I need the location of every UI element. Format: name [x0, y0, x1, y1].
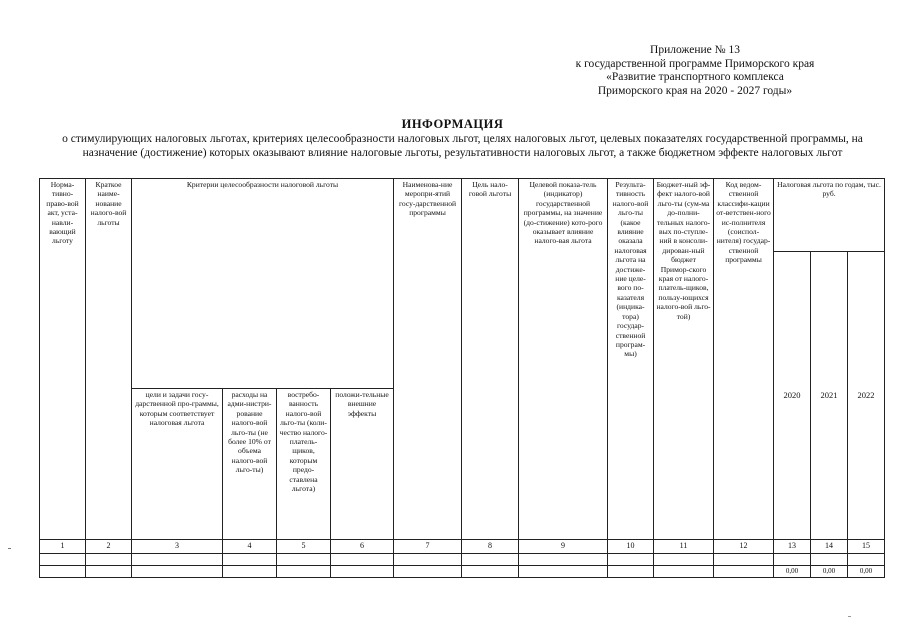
- empty-cell: [394, 554, 462, 566]
- empty-cell: [654, 566, 714, 578]
- header-years-group: Налоговая льгота по годам, тыс. руб.: [774, 179, 885, 252]
- column-number: 15: [848, 540, 885, 554]
- header-external-effects: положи-тельные внешние эффекты: [331, 389, 394, 540]
- empty-cell: [608, 554, 654, 566]
- header-program-activities: Наименова-ние меропри-ятий госу-дарственной программы: [394, 179, 462, 540]
- column-number: 9: [519, 540, 608, 554]
- empty-cell: [714, 566, 774, 578]
- column-number: 6: [331, 540, 394, 554]
- column-number: 4: [223, 540, 277, 554]
- column-number: 1: [40, 540, 86, 554]
- empty-cell: [714, 554, 774, 566]
- header-demand: востребо-ванность налого-вой льго-ты (коли-чество налого-платель-щиков, которым предо-ставлена льгота): [277, 389, 331, 540]
- empty-cell: [654, 554, 714, 566]
- column-number: 13: [774, 540, 811, 554]
- empty-cell: [277, 566, 331, 578]
- header-benefit-name: Краткое наиме-нование налого-вой льготы: [86, 179, 132, 540]
- column-number: 11: [654, 540, 714, 554]
- empty-cell: [848, 554, 885, 566]
- empty-cell: [86, 554, 132, 566]
- header-year-2022: 2022: [848, 252, 885, 540]
- empty-cell: [223, 554, 277, 566]
- empty-cell: [608, 566, 654, 578]
- header-budget-effect: Бюджет-ный эф-фект налого-вой льго-ты (сум-ма до-полни-тельных налого-вых по-ступле-ний в консоли-дирован-ный бюджет Примор-ского края от налого-платель-щиков, пользу-ющихся налого-вой льго-той): [654, 179, 714, 540]
- header-normative-act: Норма-тивно-право-вой акт, уста-навли-вающий льготу: [40, 179, 86, 540]
- appendix-number: Приложение № 13: [650, 44, 740, 56]
- data-row-empty: [40, 554, 885, 566]
- value-2022: 0,00: [848, 566, 885, 578]
- appendix-header: [530, 44, 860, 98]
- tax-benefits-table: [39, 178, 885, 578]
- header-goals-tasks: цели и задачи госу-дарственной про-граммы, которым соответствует налоговая льгота: [132, 389, 223, 540]
- column-number: 10: [608, 540, 654, 554]
- header-criteria-group: Критерии целесообразности налоговой льготы: [132, 179, 394, 389]
- empty-cell: [132, 554, 223, 566]
- column-number: 7: [394, 540, 462, 554]
- empty-cell: [277, 554, 331, 566]
- column-number-row: [40, 540, 885, 554]
- column-number: 12: [714, 540, 774, 554]
- column-number: 3: [132, 540, 223, 554]
- appendix-program-years: Приморского края на 2020 - 2027 годы»: [597, 84, 793, 97]
- header-row-1: [40, 179, 885, 252]
- column-number: 2: [86, 540, 132, 554]
- empty-cell: [331, 554, 394, 566]
- header-effectiveness: Результа-тивность налого-вой льго-ты (какое влияние оказала налоговая льгота на достиже-ние целе-вого по-казателя (индика-тора) государ-ственной програм-мы): [608, 179, 654, 540]
- document-title: ИНФОРМАЦИЯ: [401, 117, 504, 131]
- column-number: 8: [462, 540, 519, 554]
- header-year-2021: 2021: [811, 252, 848, 540]
- document-subtitle: о стимулирующих налоговых льготах, критериях целесообразности налоговых льгот, целях налоговых льгот, целевых показателях государственной программы, на назначение (достижение) которых оказывают влияние налоговые льготы, результативности налоговых льгот, а также бюджетном эффекте налоговых льгот: [62, 133, 863, 159]
- scan-mark: [848, 616, 851, 617]
- value-2020: 0,00: [774, 566, 811, 578]
- empty-cell: [462, 566, 519, 578]
- empty-cell: [40, 554, 86, 566]
- empty-cell: [331, 566, 394, 578]
- value-2021: 0,00: [811, 566, 848, 578]
- appendix-program-name: «Развитие транспортного комплекса: [606, 71, 784, 83]
- header-year-2020: 2020: [774, 252, 811, 540]
- empty-cell: [394, 566, 462, 578]
- appendix-program: к государственной программе Приморского края: [575, 57, 815, 70]
- empty-cell: [519, 554, 608, 566]
- empty-cell: [519, 566, 608, 578]
- scan-mark: [8, 548, 11, 549]
- column-number: 14: [811, 540, 848, 554]
- empty-cell: [40, 566, 86, 578]
- empty-cell: [774, 554, 811, 566]
- column-number: 5: [277, 540, 331, 554]
- empty-cell: [462, 554, 519, 566]
- empty-cell: [223, 566, 277, 578]
- empty-cell: [811, 554, 848, 566]
- header-target-indicator: Целевой показа-тель (индикатор) государственной программы, на значение (до-стижение) кото-рого оказывает влияние налого-вая льгота: [519, 179, 608, 540]
- header-benefit-goal: Цель нало-говой льготы: [462, 179, 519, 540]
- empty-cell: [132, 566, 223, 578]
- header-admin-costs: расходы на адми-нистри-рование налого-вой льго-ты (не более 10% от объема налого-вой льго-ты): [223, 389, 277, 540]
- header-department-code: Код ведом-ственной классифи-кации от-ветствен-ного ис-полнителя (соиспол-нителя) государ-ственной программы: [714, 179, 774, 540]
- data-row-values: [40, 566, 885, 578]
- empty-cell: [86, 566, 132, 578]
